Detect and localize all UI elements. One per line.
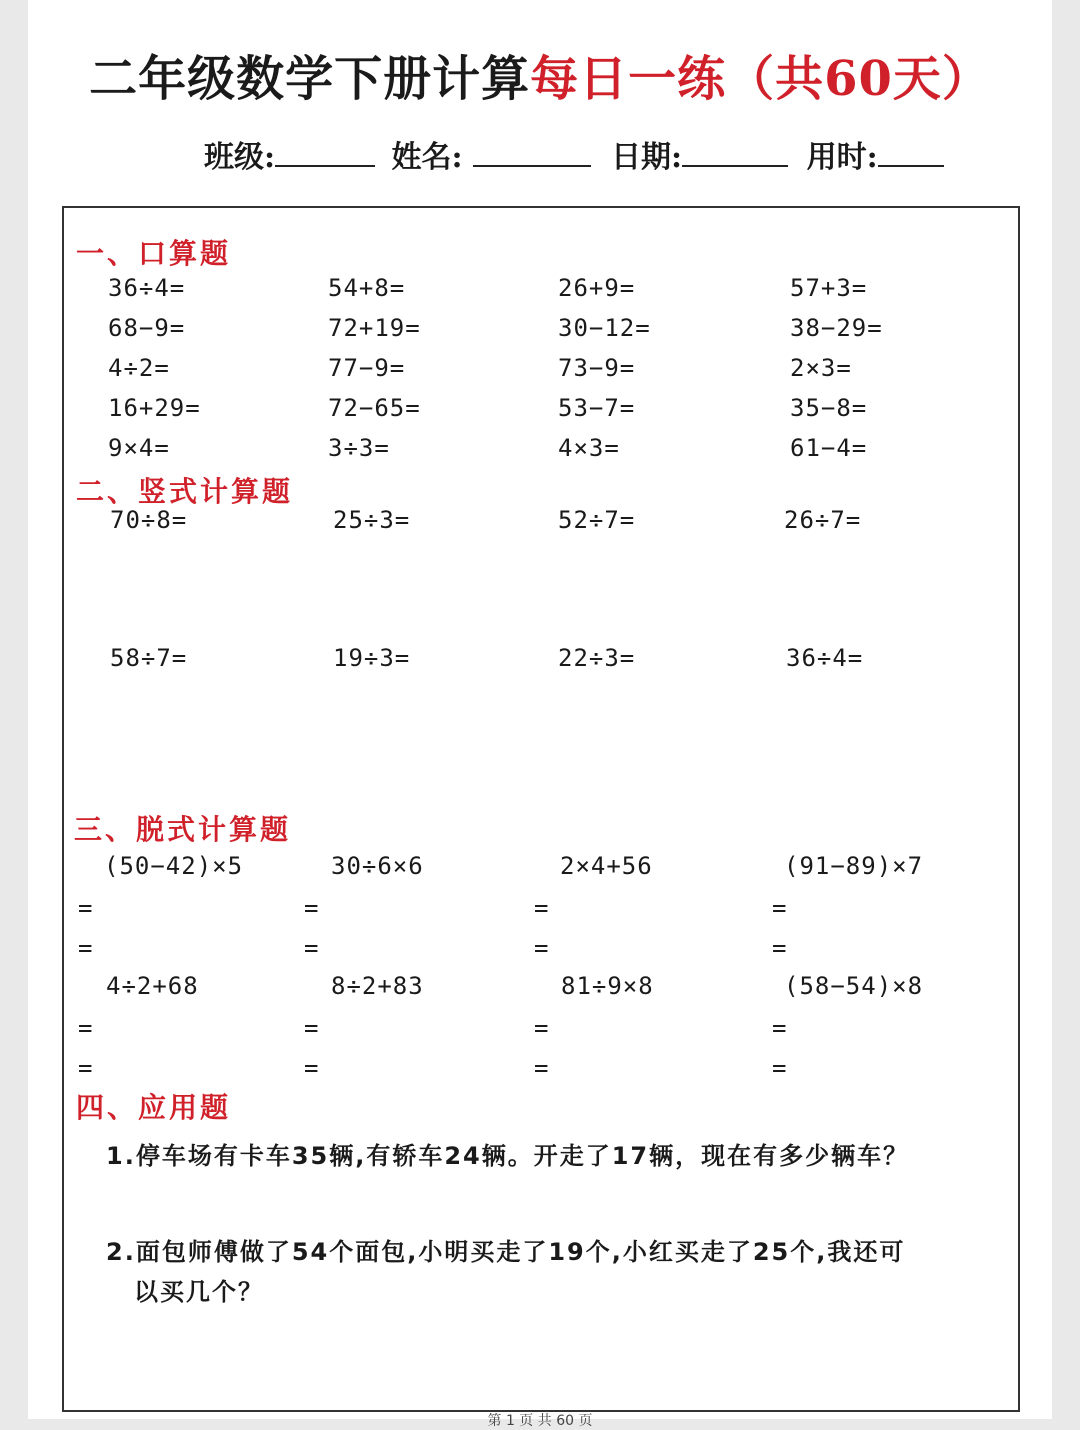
time-label: 用时: (806, 140, 878, 175)
date-blank[interactable] (682, 139, 788, 167)
student-info-row (204, 132, 944, 176)
oral-problem: 61−4= (790, 434, 868, 462)
stepwise-problem: 81÷9×8 (561, 972, 654, 1000)
oral-problem: 4÷2= (108, 354, 170, 382)
equals-line[interactable]: = (78, 1014, 93, 1042)
oral-problem: 73−9= (558, 354, 636, 382)
oral-problem: 57+3= (790, 274, 868, 302)
stepwise-problem: 2×4+56 (560, 852, 653, 880)
vertical-problem: 58÷7= (110, 644, 188, 672)
worksheet-page (28, 0, 1052, 1429)
title-highlight: 每日一练（共60天） (530, 51, 991, 107)
equals-line[interactable]: = (772, 894, 787, 922)
page-footer: 第 1 页 共 60 页 (487, 1413, 593, 1429)
oral-problem: 77−9= (328, 354, 406, 382)
oral-problem: 2×3= (790, 354, 852, 382)
oral-problem: 9×4= (108, 434, 170, 462)
equals-line[interactable]: = (534, 1014, 549, 1042)
oral-problem: 30−12= (558, 314, 651, 342)
name-label: 姓名: (391, 140, 463, 175)
stepwise-problem: 8÷2+83 (331, 972, 424, 1000)
vertical-problem: 70÷8= (110, 506, 188, 534)
oral-problem: 68−9= (108, 314, 186, 342)
oral-problem: 16+29= (108, 394, 201, 422)
name-blank[interactable] (473, 139, 591, 167)
oral-problem: 72+19= (328, 314, 421, 342)
page-title (28, 40, 1052, 109)
oral-problem: 36÷4= (108, 274, 186, 302)
stepwise-problem: 4÷2+68 (106, 972, 199, 1000)
section-word-title: 四、应用题 (76, 1091, 232, 1124)
vertical-problem: 19÷3= (333, 644, 411, 672)
equals-line[interactable]: = (78, 1054, 93, 1082)
section-stepwise-title: 三、脱式计算题 (74, 813, 292, 846)
oral-problem: 72−65= (328, 394, 421, 422)
stepwise-problem: (58−54)×8 (784, 972, 924, 1000)
word-problem-1: 1.停车场有卡车35辆,有轿车24辆。开走了17辆，现在有多少辆车？ (106, 1142, 910, 1170)
word-problem-2-continued: 以买几个？ (134, 1278, 264, 1306)
word-problem-2: 2.面包师傅做了54个面包,小明买走了19个,小红买走了25个,我还可 (106, 1238, 906, 1266)
oral-problem: 35−8= (790, 394, 868, 422)
vertical-problem: 36÷4= (786, 644, 864, 672)
class-blank[interactable] (275, 139, 375, 167)
equals-line[interactable]: = (772, 934, 787, 962)
equals-line[interactable]: = (534, 934, 549, 962)
oral-problem: 26+9= (558, 274, 636, 302)
stepwise-problem: (91−89)×7 (784, 852, 924, 880)
equals-line[interactable]: = (304, 934, 319, 962)
equals-line[interactable]: = (304, 1054, 319, 1082)
oral-problem: 54+8= (328, 274, 406, 302)
equals-line[interactable]: = (304, 894, 319, 922)
vertical-problem: 25÷3= (333, 506, 411, 534)
time-blank[interactable] (878, 139, 944, 167)
equals-line[interactable]: = (772, 1014, 787, 1042)
equals-line[interactable]: = (534, 1054, 549, 1082)
equals-line[interactable]: = (78, 894, 93, 922)
oral-problem: 53−7= (558, 394, 636, 422)
vertical-problem: 52÷7= (558, 506, 636, 534)
vertical-problem: 22÷3= (558, 644, 636, 672)
equals-line[interactable]: = (534, 894, 549, 922)
class-label: 班级: (204, 140, 276, 175)
oral-problem: 3÷3= (328, 434, 390, 462)
stepwise-problem: 30÷6×6 (331, 852, 424, 880)
title-main: 二年级数学下册计算 (89, 51, 531, 107)
date-label: 日期: (611, 140, 683, 175)
equals-line[interactable]: = (772, 1054, 787, 1082)
oral-problem: 38−29= (790, 314, 883, 342)
stepwise-problem: (50−42)×5 (104, 852, 244, 880)
equals-line[interactable]: = (78, 934, 93, 962)
equals-line[interactable]: = (304, 1014, 319, 1042)
section-oral-title: 一、口算题 (76, 237, 232, 270)
section-vertical-title: 二、竖式计算题 (76, 475, 294, 508)
vertical-problem: 26÷7= (784, 506, 862, 534)
oral-problem: 4×3= (558, 434, 620, 462)
